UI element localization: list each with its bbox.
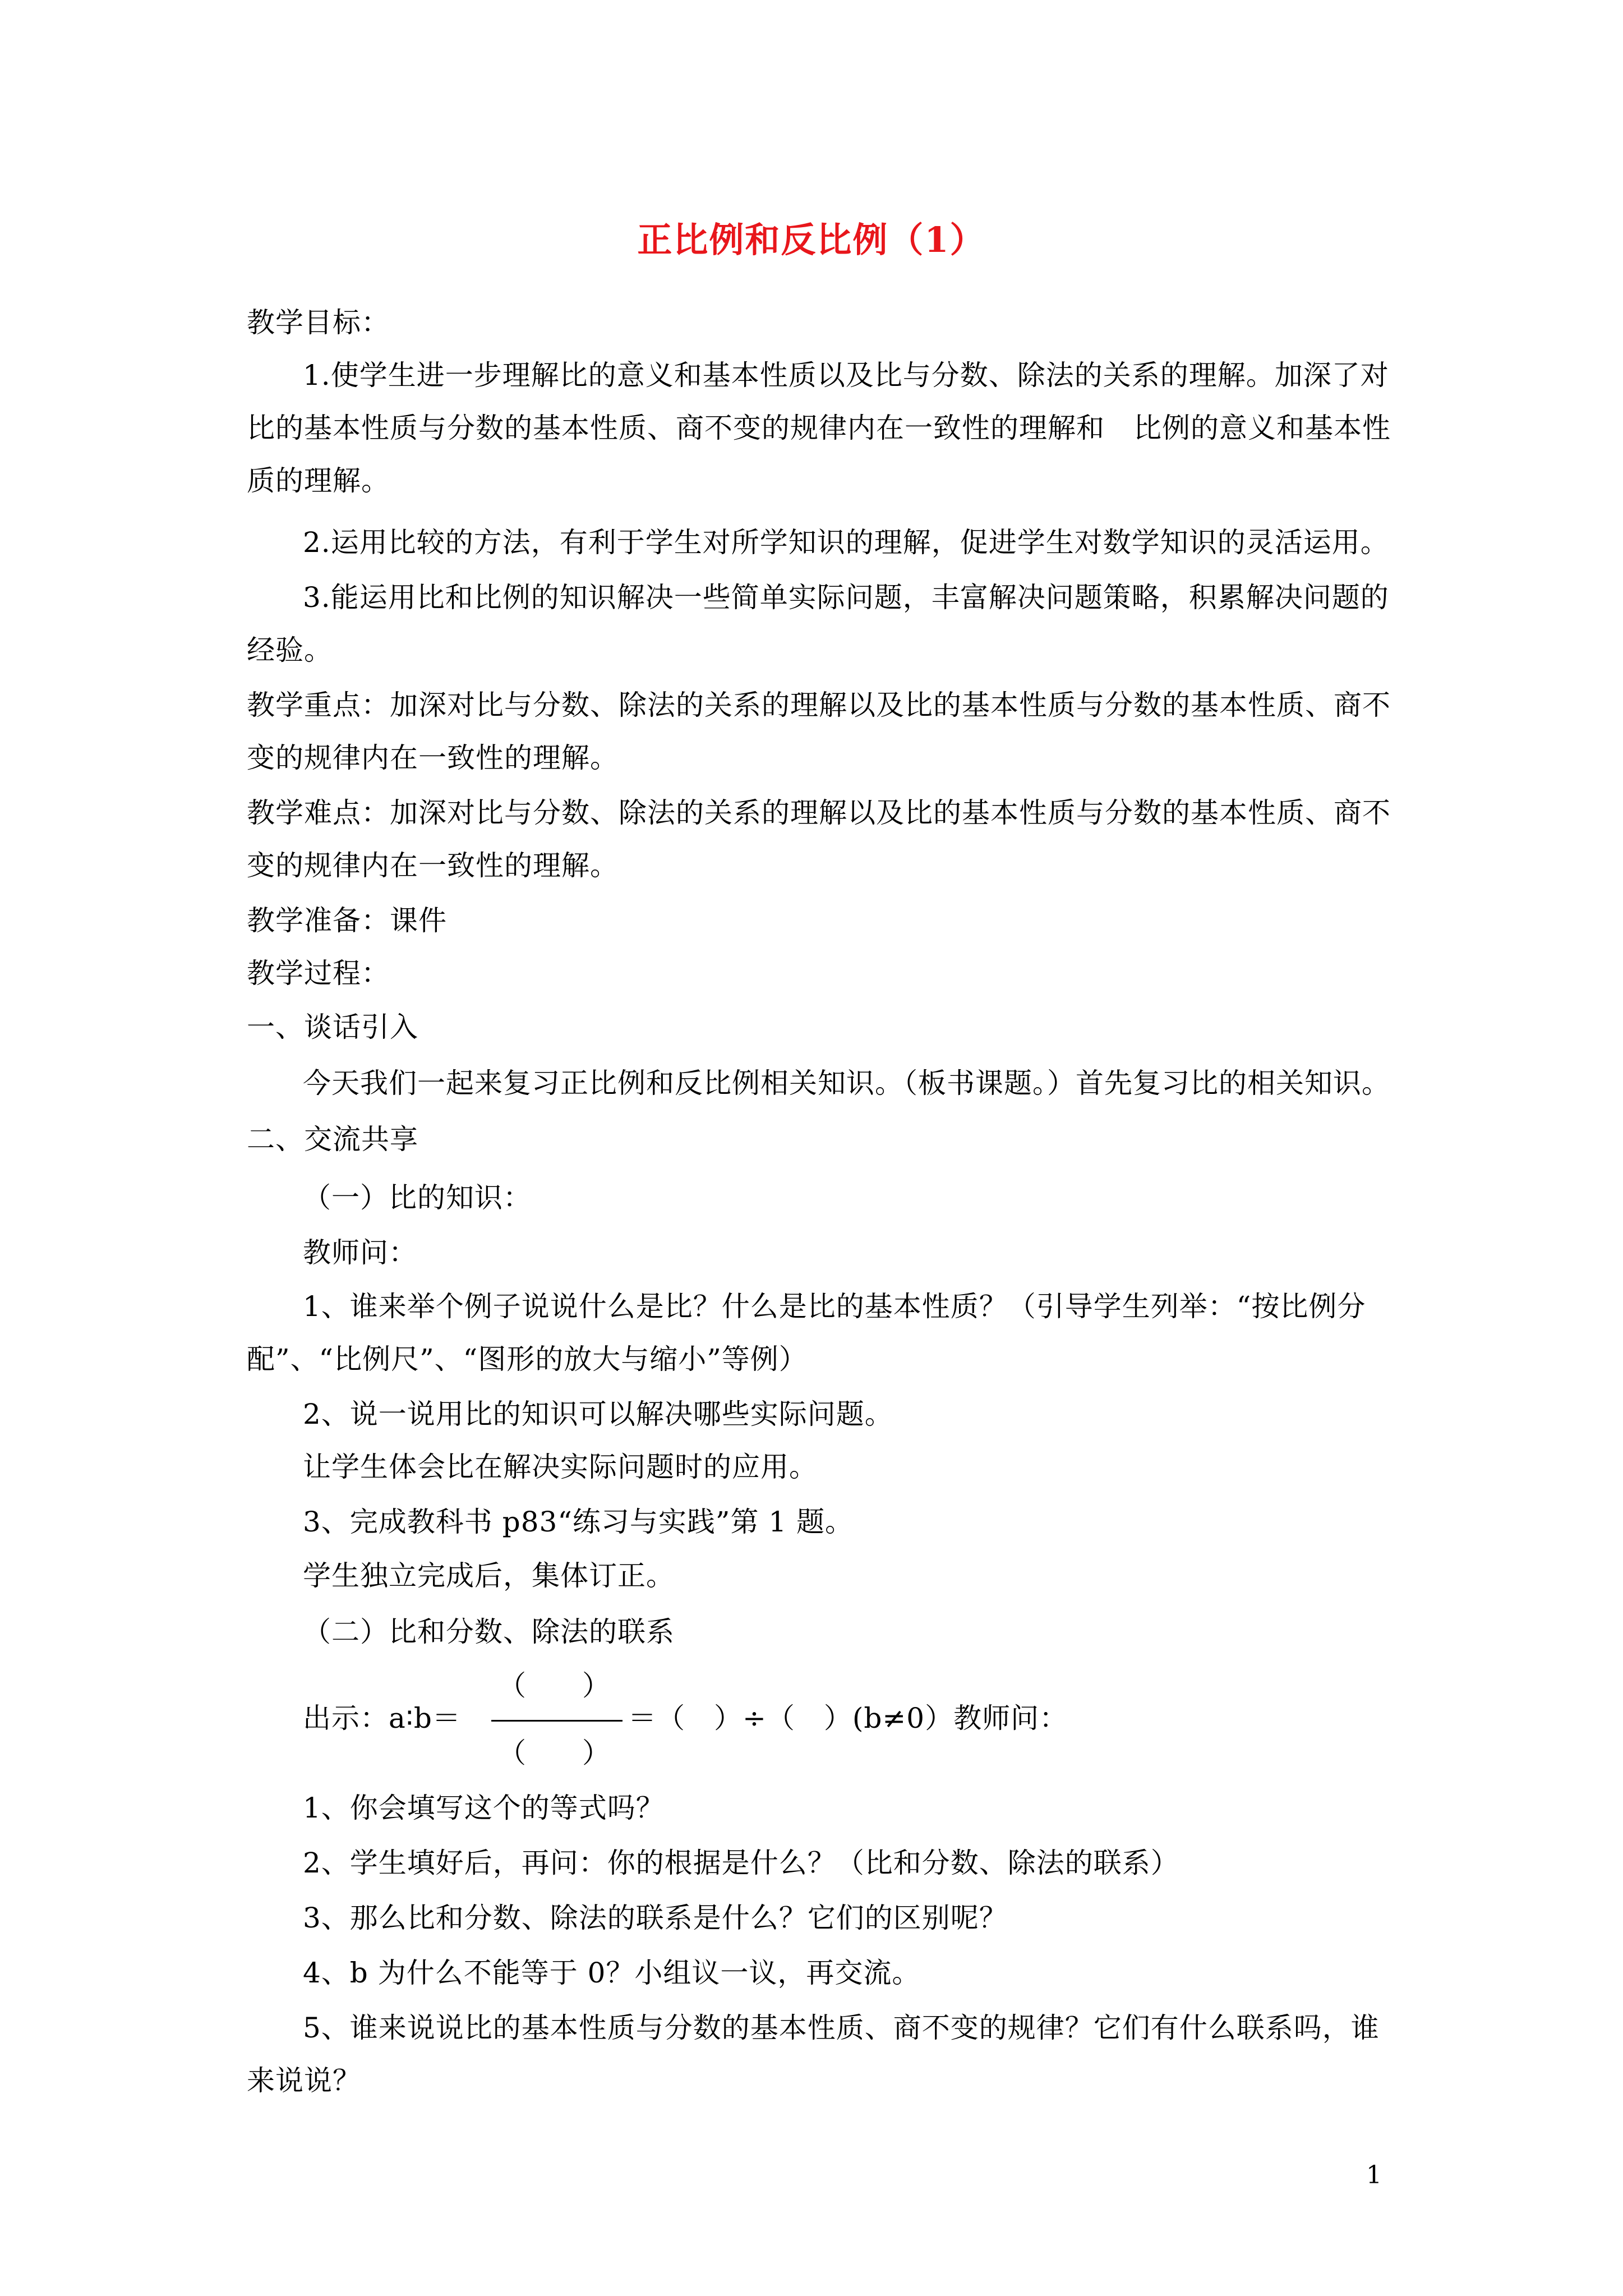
paragraph-line: 配”、“比例尺”、“图形的放大与缩小”等例） bbox=[247, 1343, 808, 1375]
paragraph-line: 变的规律内在一致性的理解。 bbox=[247, 849, 619, 882]
paragraph-line: 教师问： bbox=[303, 1236, 417, 1269]
paragraph-line: 学生独立完成后，集体订正。 bbox=[303, 1559, 675, 1592]
paragraph-line: 让学生体会比在解决实际问题时的应用。 bbox=[303, 1451, 818, 1483]
paragraph-line: 质的理解。 bbox=[247, 464, 390, 497]
subsection-heading: （一）比的知识： bbox=[303, 1181, 532, 1214]
list-item: 1、你会填写这个的等式吗？ bbox=[303, 1792, 665, 1824]
section-heading-process: 教学过程： bbox=[247, 957, 390, 990]
list-item: 3、完成教科书 p83“练习与实践”第 1 题。 bbox=[303, 1506, 854, 1538]
list-item: 2、说一说用比的知识可以解决哪些实际问题。 bbox=[303, 1398, 893, 1430]
document-title: 正比例和反比例（1） bbox=[637, 219, 986, 260]
paragraph-line: 今天我们一起来复习正比例和反比例相关知识。（板书课题。）首先复习比的相关知识。 bbox=[303, 1067, 1390, 1099]
section-heading-preparation: 教学准备：课件 bbox=[247, 904, 447, 937]
formula-prefix: 出示：a∶b＝ bbox=[303, 1702, 461, 1734]
ratio-formula bbox=[303, 1671, 1200, 1772]
section-heading-key-points: 教学重点：加深对比与分数、除法的关系的理解以及比的基本性质与分数的基本性质、商不 bbox=[247, 689, 1391, 721]
paragraph-line: 1.使学生进一步理解比的意义和基本性质以及比与分数、除法的关系的理解。加深了对 bbox=[303, 359, 1389, 392]
subsection-heading: （二）比和分数、除法的联系 bbox=[303, 1616, 675, 1648]
section-heading-intro: 一、谈话引入 bbox=[247, 1011, 418, 1043]
section-heading-difficulties: 教学难点：加深对比与分数、除法的关系的理解以及比的基本性质与分数的基本性质、商不 bbox=[247, 797, 1391, 829]
paragraph-line: 变的规律内在一致性的理解。 bbox=[247, 742, 619, 774]
section-heading-share: 二、交流共享 bbox=[247, 1123, 418, 1156]
list-item: 4、b 为什么不能等于 0？小组议一议，再交流。 bbox=[303, 1957, 921, 1989]
paragraph-line: 3.能运用比和比例的知识解决一些简单实际问题，丰富解决问题策略，积累解决问题的 bbox=[303, 581, 1389, 614]
fraction-denominator: （ ） bbox=[498, 1737, 610, 1769]
paragraph-line: 来说说？ bbox=[247, 2064, 361, 2097]
paragraph-line: 2.运用比较的方法，有利于学生对所学知识的理解，促进学生对数学知识的灵活运用。 bbox=[303, 526, 1389, 559]
page-number: 1 bbox=[1366, 2161, 1382, 2189]
paragraph-line: 比的基本性质与分数的基本性质、商不变的规律内在一致性的理解和 比例的意义和基本性 bbox=[247, 412, 1391, 444]
formula-suffix: ＝（ ）÷（ ）(b≠0）教师问： bbox=[628, 1702, 1068, 1734]
list-item: 2、学生填好后，再问：你的根据是什么？（比和分数、除法的联系） bbox=[303, 1847, 1179, 1879]
list-item: 1、谁来举个例子说说什么是比？什么是比的基本性质？（引导学生列举：“按比例分 bbox=[303, 1290, 1366, 1323]
list-item: 5、谁来说说比的基本性质与分数的基本性质、商不变的规律？它们有什么联系吗，谁 bbox=[303, 2012, 1380, 2044]
section-heading-objectives: 教学目标： bbox=[247, 306, 390, 339]
fraction-bar bbox=[491, 1720, 623, 1722]
list-item: 3、那么比和分数、除法的联系是什么？它们的区别呢？ bbox=[303, 1902, 1008, 1934]
fraction-numerator: （ ） bbox=[498, 1669, 610, 1702]
paragraph-line: 经验。 bbox=[247, 634, 333, 666]
